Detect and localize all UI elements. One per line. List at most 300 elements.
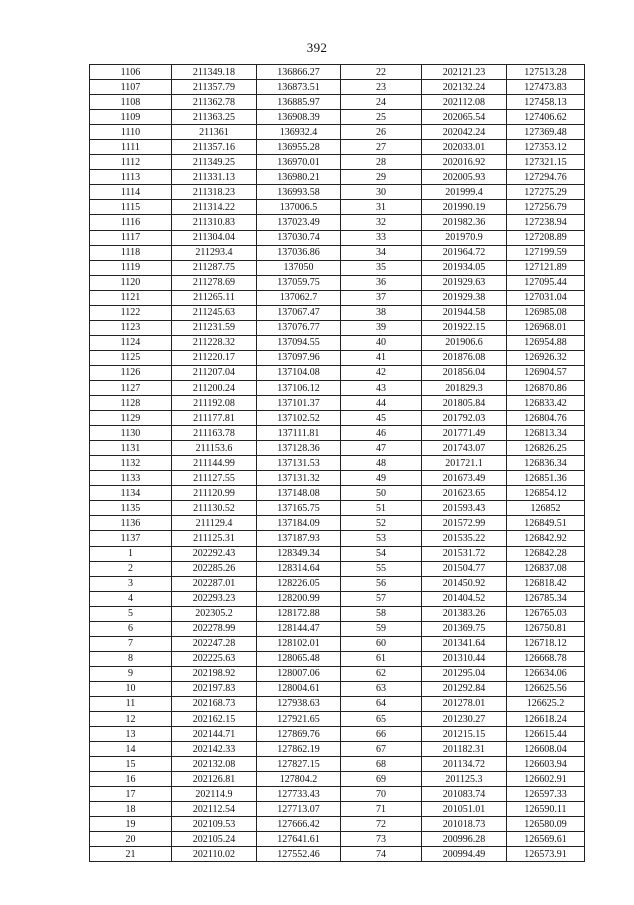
x-coordinate-cell: 211127.55 [172, 471, 257, 486]
x-coordinate-cell: 202305.2 [172, 606, 257, 621]
y-coordinate-cell: 137097.96 [257, 350, 341, 365]
x-coordinate-cell: 201230.27 [422, 712, 507, 727]
x-coordinate-cell: 202109.53 [172, 817, 257, 832]
y-coordinate-cell: 126750.81 [507, 621, 585, 636]
point-number-cell: 1124 [90, 335, 172, 350]
y-coordinate-cell: 137059.75 [257, 275, 341, 290]
y-coordinate-cell: 126842.28 [507, 546, 585, 561]
point-number-cell: 7 [90, 636, 172, 651]
y-coordinate-cell: 126603.94 [507, 757, 585, 772]
x-coordinate-cell: 201673.49 [422, 471, 507, 486]
x-coordinate-cell: 201922.15 [422, 320, 507, 335]
point-number-cell: 1130 [90, 426, 172, 441]
point-number-cell: 13 [90, 727, 172, 742]
x-coordinate-cell: 202168.73 [172, 696, 257, 711]
point-number-cell: 1118 [90, 245, 172, 260]
x-coordinate-cell: 201743.07 [422, 441, 507, 456]
table-row [90, 215, 585, 230]
page-number: 392 [306, 40, 328, 55]
point-number-cell: 1129 [90, 411, 172, 426]
point-number-cell: 1115 [90, 200, 172, 215]
point-number-cell: 41 [341, 350, 422, 365]
point-number-cell: 60 [341, 636, 422, 651]
point-number-cell: 33 [341, 230, 422, 245]
point-number-cell: 15 [90, 757, 172, 772]
table-row [90, 847, 585, 862]
x-coordinate-cell: 202132.08 [172, 757, 257, 772]
x-coordinate-cell: 211265.11 [172, 290, 257, 305]
y-coordinate-cell: 127552.46 [257, 847, 341, 862]
y-coordinate-cell: 128349.34 [257, 546, 341, 561]
y-coordinate-cell: 137184.09 [257, 516, 341, 531]
y-coordinate-cell: 136866.27 [257, 65, 341, 80]
table-row [90, 350, 585, 365]
point-number-cell: 3 [90, 576, 172, 591]
x-coordinate-cell: 201805.84 [422, 396, 507, 411]
x-coordinate-cell: 202293.23 [172, 591, 257, 606]
y-coordinate-cell: 126625.2 [507, 696, 585, 711]
x-coordinate-cell: 201829.3 [422, 380, 507, 395]
point-number-cell: 74 [341, 847, 422, 862]
table-row [90, 290, 585, 305]
y-coordinate-cell: 136980.21 [257, 170, 341, 185]
point-number-cell: 70 [341, 787, 422, 802]
point-number-cell: 73 [341, 832, 422, 847]
y-coordinate-cell: 136932.4 [257, 125, 341, 140]
x-coordinate-cell: 201182.31 [422, 742, 507, 757]
x-coordinate-cell: 201341.64 [422, 636, 507, 651]
y-coordinate-cell: 127827.15 [257, 757, 341, 772]
x-coordinate-cell: 201982.36 [422, 215, 507, 230]
point-number-cell: 72 [341, 817, 422, 832]
y-coordinate-cell: 126765.03 [507, 606, 585, 621]
y-coordinate-cell: 127869.76 [257, 727, 341, 742]
y-coordinate-cell: 126597.33 [507, 787, 585, 802]
y-coordinate-cell: 127804.2 [257, 772, 341, 787]
x-coordinate-cell: 211192.08 [172, 396, 257, 411]
table-row [90, 636, 585, 651]
x-coordinate-cell: 202132.24 [422, 80, 507, 95]
x-coordinate-cell: 201292.84 [422, 681, 507, 696]
point-number-cell: 17 [90, 787, 172, 802]
y-coordinate-cell: 137062.7 [257, 290, 341, 305]
y-coordinate-cell: 127256.79 [507, 200, 585, 215]
y-coordinate-cell: 127733.43 [257, 787, 341, 802]
x-coordinate-cell: 211120.99 [172, 486, 257, 501]
y-coordinate-cell: 127121.89 [507, 260, 585, 275]
y-coordinate-cell: 128007.06 [257, 666, 341, 681]
x-coordinate-cell: 211130.52 [172, 501, 257, 516]
x-coordinate-cell: 201295.04 [422, 666, 507, 681]
coordinate-table-body [90, 65, 585, 862]
point-number-cell: 1 [90, 546, 172, 561]
x-coordinate-cell: 211361 [172, 125, 257, 140]
y-coordinate-cell: 137131.32 [257, 471, 341, 486]
y-coordinate-cell: 126615.44 [507, 727, 585, 742]
y-coordinate-cell: 137050 [257, 260, 341, 275]
y-coordinate-cell: 137148.08 [257, 486, 341, 501]
point-number-cell: 66 [341, 727, 422, 742]
point-number-cell: 24 [341, 95, 422, 110]
point-number-cell: 1120 [90, 275, 172, 290]
y-coordinate-cell: 137187.93 [257, 531, 341, 546]
point-number-cell: 19 [90, 817, 172, 832]
x-coordinate-cell: 202112.54 [172, 802, 257, 817]
point-number-cell: 14 [90, 742, 172, 757]
x-coordinate-cell: 201134.72 [422, 757, 507, 772]
y-coordinate-cell: 126870.86 [507, 380, 585, 395]
x-coordinate-cell: 201572.99 [422, 516, 507, 531]
y-coordinate-cell: 137094.55 [257, 335, 341, 350]
x-coordinate-cell: 202198.92 [172, 666, 257, 681]
x-coordinate-cell: 211144.99 [172, 456, 257, 471]
y-coordinate-cell: 137128.36 [257, 441, 341, 456]
point-number-cell: 1134 [90, 486, 172, 501]
x-coordinate-cell: 201906.6 [422, 335, 507, 350]
point-number-cell: 1113 [90, 170, 172, 185]
x-coordinate-cell: 202292.43 [172, 546, 257, 561]
x-coordinate-cell: 201990.19 [422, 200, 507, 215]
point-number-cell: 52 [341, 516, 422, 531]
y-coordinate-cell: 127199.59 [507, 245, 585, 260]
x-coordinate-cell: 201792.03 [422, 411, 507, 426]
x-coordinate-cell: 201531.72 [422, 546, 507, 561]
x-coordinate-cell: 211310.83 [172, 215, 257, 230]
point-number-cell: 16 [90, 772, 172, 787]
x-coordinate-cell: 201929.38 [422, 290, 507, 305]
x-coordinate-cell: 201721.1 [422, 456, 507, 471]
table-row [90, 65, 585, 80]
table-row [90, 110, 585, 125]
x-coordinate-cell: 202121.23 [422, 65, 507, 80]
x-coordinate-cell: 201593.43 [422, 501, 507, 516]
x-coordinate-cell: 211363.25 [172, 110, 257, 125]
y-coordinate-cell: 126580.09 [507, 817, 585, 832]
y-coordinate-cell: 137023.49 [257, 215, 341, 230]
y-coordinate-cell: 128144.47 [257, 621, 341, 636]
point-number-cell: 1116 [90, 215, 172, 230]
point-number-cell: 49 [341, 471, 422, 486]
point-number-cell: 10 [90, 681, 172, 696]
point-number-cell: 25 [341, 110, 422, 125]
x-coordinate-cell: 211220.17 [172, 350, 257, 365]
y-coordinate-cell: 126608.04 [507, 742, 585, 757]
point-number-cell: 30 [341, 185, 422, 200]
y-coordinate-cell: 127321.15 [507, 155, 585, 170]
y-coordinate-cell: 137102.52 [257, 411, 341, 426]
x-coordinate-cell: 211207.04 [172, 365, 257, 380]
point-number-cell: 31 [341, 200, 422, 215]
y-coordinate-cell: 126668.78 [507, 651, 585, 666]
point-number-cell: 40 [341, 335, 422, 350]
point-number-cell: 1112 [90, 155, 172, 170]
x-coordinate-cell: 202278.99 [172, 621, 257, 636]
point-number-cell: 54 [341, 546, 422, 561]
x-coordinate-cell: 201369.75 [422, 621, 507, 636]
y-coordinate-cell: 126818.42 [507, 576, 585, 591]
table-row [90, 576, 585, 591]
x-coordinate-cell: 202225.63 [172, 651, 257, 666]
table-row [90, 456, 585, 471]
x-coordinate-cell: 201051.01 [422, 802, 507, 817]
table-row [90, 651, 585, 666]
point-number-cell: 1121 [90, 290, 172, 305]
table-row [90, 396, 585, 411]
y-coordinate-cell: 136955.28 [257, 140, 341, 155]
table-row [90, 606, 585, 621]
point-number-cell: 65 [341, 712, 422, 727]
point-number-cell: 1136 [90, 516, 172, 531]
point-number-cell: 29 [341, 170, 422, 185]
table-row [90, 411, 585, 426]
point-number-cell: 1131 [90, 441, 172, 456]
point-number-cell: 64 [341, 696, 422, 711]
x-coordinate-cell: 211362.78 [172, 95, 257, 110]
x-coordinate-cell: 211200.24 [172, 380, 257, 395]
y-coordinate-cell: 126826.25 [507, 441, 585, 456]
table-row [90, 516, 585, 531]
y-coordinate-cell: 127641.61 [257, 832, 341, 847]
point-number-cell: 63 [341, 681, 422, 696]
table-row [90, 320, 585, 335]
point-number-cell: 45 [341, 411, 422, 426]
x-coordinate-cell: 211304.04 [172, 230, 257, 245]
point-number-cell: 21 [90, 847, 172, 862]
x-coordinate-cell: 202114.9 [172, 787, 257, 802]
x-coordinate-cell: 211331.13 [172, 170, 257, 185]
y-coordinate-cell: 128065.48 [257, 651, 341, 666]
x-coordinate-cell: 211349.25 [172, 155, 257, 170]
table-row [90, 365, 585, 380]
y-coordinate-cell: 126573.91 [507, 847, 585, 862]
y-coordinate-cell: 126926.32 [507, 350, 585, 365]
table-row [90, 441, 585, 456]
point-number-cell: 48 [341, 456, 422, 471]
y-coordinate-cell: 127473.83 [507, 80, 585, 95]
y-coordinate-cell: 128200.99 [257, 591, 341, 606]
table-row [90, 817, 585, 832]
table-row [90, 471, 585, 486]
coordinate-table [89, 64, 585, 862]
point-number-cell: 5 [90, 606, 172, 621]
point-number-cell: 1108 [90, 95, 172, 110]
y-coordinate-cell: 126804.76 [507, 411, 585, 426]
y-coordinate-cell: 127513.28 [507, 65, 585, 80]
y-coordinate-cell: 126852 [507, 501, 585, 516]
table-row [90, 561, 585, 576]
y-coordinate-cell: 137076.77 [257, 320, 341, 335]
y-coordinate-cell: 126634.06 [507, 666, 585, 681]
y-coordinate-cell: 128172.88 [257, 606, 341, 621]
x-coordinate-cell: 201929.63 [422, 275, 507, 290]
y-coordinate-cell: 127353.12 [507, 140, 585, 155]
point-number-cell: 1110 [90, 125, 172, 140]
point-number-cell: 27 [341, 140, 422, 155]
y-coordinate-cell: 126618.24 [507, 712, 585, 727]
x-coordinate-cell: 202016.92 [422, 155, 507, 170]
table-row [90, 742, 585, 757]
x-coordinate-cell: 211314.22 [172, 200, 257, 215]
point-number-cell: 1111 [90, 140, 172, 155]
table-row [90, 546, 585, 561]
point-number-cell: 1122 [90, 305, 172, 320]
table-row [90, 712, 585, 727]
x-coordinate-cell: 211129.4 [172, 516, 257, 531]
y-coordinate-cell: 137067.47 [257, 305, 341, 320]
x-coordinate-cell: 202142.33 [172, 742, 257, 757]
y-coordinate-cell: 126836.34 [507, 456, 585, 471]
point-number-cell: 4 [90, 591, 172, 606]
point-number-cell: 26 [341, 125, 422, 140]
y-coordinate-cell: 128226.05 [257, 576, 341, 591]
table-row [90, 380, 585, 395]
table-row [90, 170, 585, 185]
y-coordinate-cell: 128102.01 [257, 636, 341, 651]
point-number-cell: 23 [341, 80, 422, 95]
x-coordinate-cell: 201535.22 [422, 531, 507, 546]
x-coordinate-cell: 211357.79 [172, 80, 257, 95]
y-coordinate-cell: 127406.62 [507, 110, 585, 125]
y-coordinate-cell: 126851.36 [507, 471, 585, 486]
y-coordinate-cell: 137006.5 [257, 200, 341, 215]
table-row [90, 245, 585, 260]
point-number-cell: 1133 [90, 471, 172, 486]
x-coordinate-cell: 202065.54 [422, 110, 507, 125]
y-coordinate-cell: 136908.39 [257, 110, 341, 125]
x-coordinate-cell: 202042.24 [422, 125, 507, 140]
point-number-cell: 1132 [90, 456, 172, 471]
x-coordinate-cell: 202162.15 [172, 712, 257, 727]
point-number-cell: 50 [341, 486, 422, 501]
y-coordinate-cell: 127666.42 [257, 817, 341, 832]
y-coordinate-cell: 127862.19 [257, 742, 341, 757]
y-coordinate-cell: 127275.29 [507, 185, 585, 200]
x-coordinate-cell: 201964.72 [422, 245, 507, 260]
table-row [90, 305, 585, 320]
y-coordinate-cell: 137165.75 [257, 501, 341, 516]
y-coordinate-cell: 126904.57 [507, 365, 585, 380]
x-coordinate-cell: 202005.93 [422, 170, 507, 185]
y-coordinate-cell: 137131.53 [257, 456, 341, 471]
x-coordinate-cell: 211318.23 [172, 185, 257, 200]
point-number-cell: 51 [341, 501, 422, 516]
y-coordinate-cell: 126849.51 [507, 516, 585, 531]
y-coordinate-cell: 136970.01 [257, 155, 341, 170]
y-coordinate-cell: 126602.91 [507, 772, 585, 787]
y-coordinate-cell: 136993.58 [257, 185, 341, 200]
point-number-cell: 1119 [90, 260, 172, 275]
x-coordinate-cell: 201856.04 [422, 365, 507, 380]
x-coordinate-cell: 202110.02 [172, 847, 257, 862]
point-number-cell: 1109 [90, 110, 172, 125]
point-number-cell: 56 [341, 576, 422, 591]
y-coordinate-cell: 126569.61 [507, 832, 585, 847]
table-row [90, 501, 585, 516]
y-coordinate-cell: 126968.01 [507, 320, 585, 335]
point-number-cell: 44 [341, 396, 422, 411]
table-row [90, 531, 585, 546]
y-coordinate-cell: 127713.07 [257, 802, 341, 817]
x-coordinate-cell: 200996.28 [422, 832, 507, 847]
point-number-cell: 1128 [90, 396, 172, 411]
point-number-cell: 38 [341, 305, 422, 320]
point-number-cell: 18 [90, 802, 172, 817]
table-row [90, 621, 585, 636]
point-number-cell: 1117 [90, 230, 172, 245]
table-row [90, 727, 585, 742]
point-number-cell: 6 [90, 621, 172, 636]
x-coordinate-cell: 202247.28 [172, 636, 257, 651]
y-coordinate-cell: 126785.34 [507, 591, 585, 606]
point-number-cell: 9 [90, 666, 172, 681]
x-coordinate-cell: 211228.32 [172, 335, 257, 350]
point-number-cell: 1127 [90, 380, 172, 395]
x-coordinate-cell: 202197.83 [172, 681, 257, 696]
point-number-cell: 34 [341, 245, 422, 260]
y-coordinate-cell: 126854.12 [507, 486, 585, 501]
y-coordinate-cell: 126590.11 [507, 802, 585, 817]
y-coordinate-cell: 127938.63 [257, 696, 341, 711]
point-number-cell: 1137 [90, 531, 172, 546]
point-number-cell: 71 [341, 802, 422, 817]
point-number-cell: 1114 [90, 185, 172, 200]
y-coordinate-cell: 128314.64 [257, 561, 341, 576]
x-coordinate-cell: 201018.73 [422, 817, 507, 832]
x-coordinate-cell: 201771.49 [422, 426, 507, 441]
table-row [90, 802, 585, 817]
table-row [90, 80, 585, 95]
x-coordinate-cell: 202285.26 [172, 561, 257, 576]
x-coordinate-cell: 201876.08 [422, 350, 507, 365]
y-coordinate-cell: 126837.08 [507, 561, 585, 576]
point-number-cell: 37 [341, 290, 422, 305]
x-coordinate-cell: 201970.9 [422, 230, 507, 245]
y-coordinate-cell: 126954.88 [507, 335, 585, 350]
x-coordinate-cell: 211163.78 [172, 426, 257, 441]
x-coordinate-cell: 202287.01 [172, 576, 257, 591]
y-coordinate-cell: 126625.56 [507, 681, 585, 696]
point-number-cell: 47 [341, 441, 422, 456]
point-number-cell: 12 [90, 712, 172, 727]
point-number-cell: 57 [341, 591, 422, 606]
table-row [90, 772, 585, 787]
x-coordinate-cell: 201450.92 [422, 576, 507, 591]
point-number-cell: 1135 [90, 501, 172, 516]
x-coordinate-cell: 211231.59 [172, 320, 257, 335]
point-number-cell: 67 [341, 742, 422, 757]
point-number-cell: 32 [341, 215, 422, 230]
x-coordinate-cell: 211177.81 [172, 411, 257, 426]
y-coordinate-cell: 126833.42 [507, 396, 585, 411]
x-coordinate-cell: 211293.4 [172, 245, 257, 260]
x-coordinate-cell: 202144.71 [172, 727, 257, 742]
y-coordinate-cell: 127921.65 [257, 712, 341, 727]
table-row [90, 832, 585, 847]
y-coordinate-cell: 127208.89 [507, 230, 585, 245]
point-number-cell: 46 [341, 426, 422, 441]
table-row [90, 335, 585, 350]
point-number-cell: 8 [90, 651, 172, 666]
x-coordinate-cell: 200994.49 [422, 847, 507, 862]
y-coordinate-cell: 137104.08 [257, 365, 341, 380]
x-coordinate-cell: 201504.77 [422, 561, 507, 576]
x-coordinate-cell: 211245.63 [172, 305, 257, 320]
y-coordinate-cell: 137111.81 [257, 426, 341, 441]
point-number-cell: 1125 [90, 350, 172, 365]
x-coordinate-cell: 202126.81 [172, 772, 257, 787]
table-row [90, 591, 585, 606]
x-coordinate-cell: 201934.05 [422, 260, 507, 275]
